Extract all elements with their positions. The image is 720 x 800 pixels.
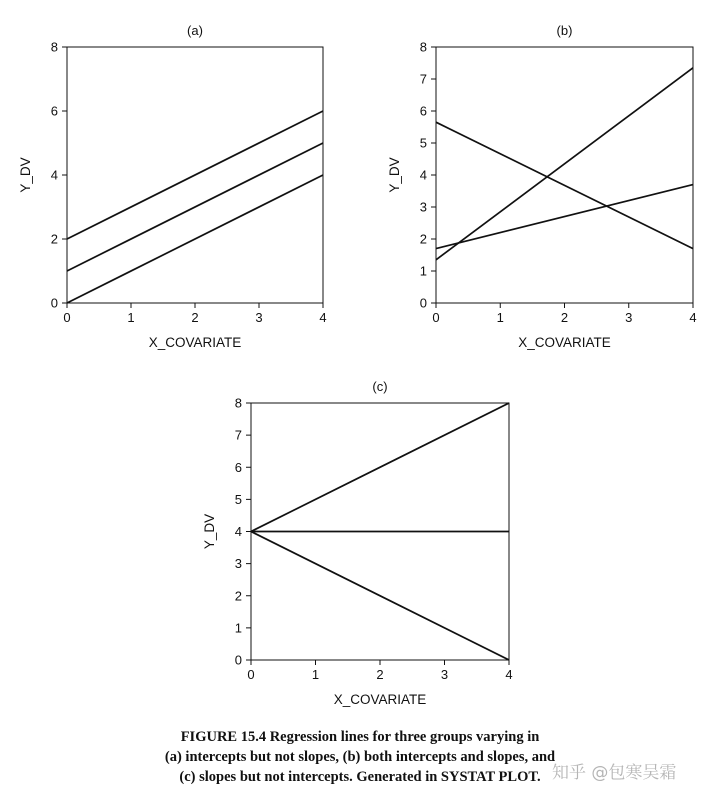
y-tick-label: 7 <box>419 71 427 87</box>
y-tick-label: 5 <box>234 491 242 507</box>
chart-panel-3 <box>202 379 513 707</box>
panel-title: (b) <box>556 23 573 38</box>
y-tick-label: 6 <box>234 459 242 475</box>
y-tick-label: 2 <box>419 231 427 247</box>
chart-panel-2 <box>387 23 697 350</box>
y-tick-label: 6 <box>419 103 427 119</box>
x-tick-label: 1 <box>127 310 135 325</box>
y-tick-label: 0 <box>234 652 242 668</box>
y-tick-label: 8 <box>50 39 58 55</box>
y-tick-label: 4 <box>50 167 58 183</box>
y-axis-label: Y_DV <box>202 513 217 550</box>
x-axis-label: X_COVARIATE <box>333 692 427 707</box>
y-tick-label: 8 <box>234 395 242 411</box>
watermark-text: 知乎 @包寒吴霜 <box>552 763 677 783</box>
x-axis-label: X_COVARIATE <box>148 335 242 350</box>
y-tick-label: 0 <box>50 295 58 311</box>
y-tick-label: 5 <box>419 135 427 151</box>
x-tick-label: 4 <box>689 310 697 325</box>
y-tick-label: 3 <box>419 199 427 215</box>
regression-line-1 <box>251 403 509 532</box>
plot-frame <box>436 47 693 303</box>
x-tick-label: 4 <box>505 667 513 682</box>
x-axis-label: X_COVARIATE <box>518 335 611 350</box>
x-tick-label: 2 <box>191 310 199 325</box>
x-tick-label: 3 <box>440 667 449 682</box>
x-tick-label: 1 <box>496 310 504 325</box>
chart-panel-1 <box>18 23 327 350</box>
regression-line-2 <box>436 68 693 260</box>
x-tick-label: 0 <box>247 667 255 682</box>
caption-line-1: FIGURE 15.4 Regression lines for three groups varying in <box>180 729 540 745</box>
panel-title: (c) <box>372 379 388 394</box>
y-tick-label: 8 <box>419 39 427 55</box>
y-tick-label: 4 <box>234 524 242 539</box>
x-tick-label: 4 <box>319 310 327 325</box>
regression-line-3 <box>251 532 509 661</box>
x-tick-label: 2 <box>560 310 569 325</box>
x-tick-label: 1 <box>311 667 320 682</box>
x-tick-label: 3 <box>625 310 633 325</box>
x-tick-label: 3 <box>255 310 263 325</box>
panel-title: (a) <box>187 23 203 38</box>
y-tick-label: 3 <box>234 556 242 572</box>
y-axis-label: Y_DV <box>18 157 33 193</box>
y-tick-label: 1 <box>234 620 242 636</box>
y-axis-label: Y_DV <box>387 157 402 193</box>
regression-line-3 <box>67 175 323 303</box>
caption-line-2: (a) intercepts but not slopes, (b) both intercepts and slopes, and <box>164 749 556 765</box>
regression-line-3 <box>436 185 693 249</box>
y-tick-label: 6 <box>50 103 58 119</box>
y-tick-label: 0 <box>419 295 427 311</box>
caption-line-3: (c) slopes but not intercepts. Generated in SYSTAT PLOT. <box>179 769 541 785</box>
y-tick-label: 4 <box>419 167 427 183</box>
y-tick-label: 2 <box>234 588 242 604</box>
regression-line-2 <box>67 143 323 271</box>
y-tick-label: 2 <box>50 231 58 247</box>
x-tick-label: 0 <box>432 310 440 325</box>
x-tick-label: 0 <box>63 310 71 325</box>
y-tick-label: 1 <box>419 263 427 279</box>
y-tick-label: 7 <box>234 427 242 443</box>
regression-line-1 <box>67 111 323 239</box>
regression-line-1 <box>436 122 693 248</box>
x-tick-label: 2 <box>376 667 384 682</box>
